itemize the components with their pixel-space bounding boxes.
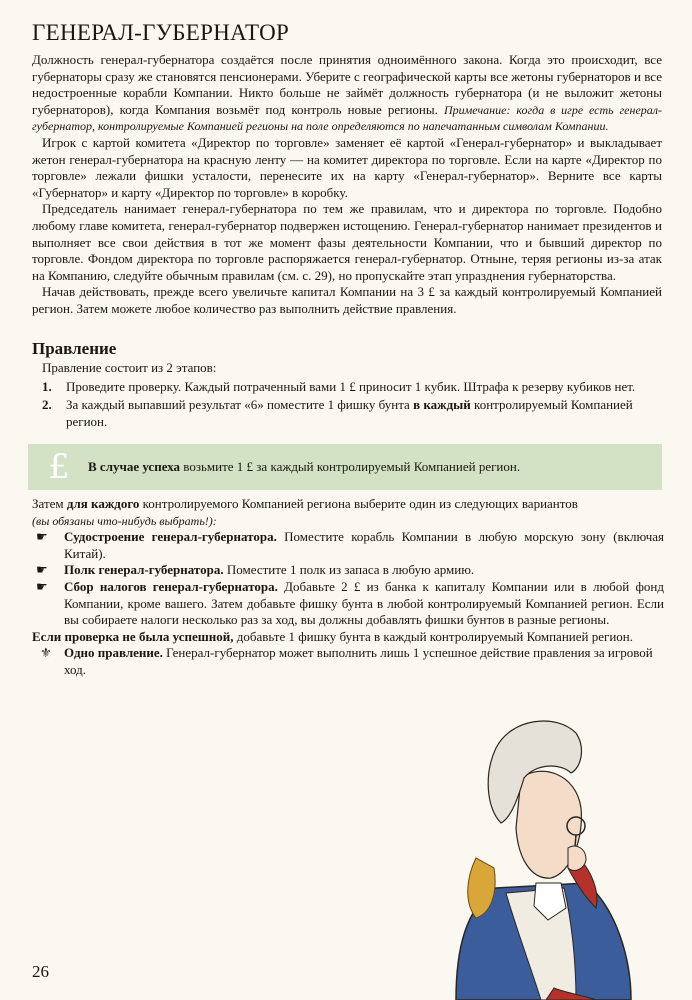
pointing-hand-icon: ☛ bbox=[36, 578, 48, 594]
step-item bbox=[32, 379, 664, 396]
option-title: Сбор налогов генерал-губернатора. bbox=[64, 578, 278, 594]
success-rest: возьмите 1 £ за каждый контролируемый Компанией регион. bbox=[180, 459, 521, 474]
section-heading: Правление bbox=[32, 339, 117, 358]
fleur-icon: ⚜ bbox=[40, 645, 52, 661]
step-text: Проведите проверку. Каждый потраченный вами 1 £ приносит 1 кубик. Штрафа к резерву кубиков нет. bbox=[66, 378, 636, 394]
steps-lead: Правление состоит из 2 этапов: bbox=[42, 360, 217, 375]
intro-note: Примечание: когда в игре есть генерал-губернатор, контролируемые Компанией регионы на поле определяются по напечатанным символам Компании. bbox=[32, 102, 662, 134]
step-item bbox=[32, 397, 664, 430]
fail-bold: Если проверка не была успешной, bbox=[32, 628, 234, 644]
options-lead-post: контролируемого Компанией региона выберите один из следующих вариантов bbox=[139, 496, 578, 511]
intro-text bbox=[32, 52, 662, 318]
step-text-bold: в каждый bbox=[413, 397, 471, 413]
fail-text: добавьте 1 фишку бунта в каждый контролируемый Компанией регион. bbox=[233, 628, 633, 644]
pound-icon: £ bbox=[48, 447, 70, 487]
option-title: Судостроение генерал-губернатора. bbox=[64, 529, 277, 545]
options-lead-pre: Затем bbox=[32, 496, 67, 511]
option-text: Добавьте 2 £ из банка к капиталу Компании или в любой фонд Компании, кроме вашего. Затем добавьте фишку бунта в любой контролируемый Компанией регион. Если вы собираете налоги несколько раз за ход, вы должны добавлять фишки бунтов в разные регионы. bbox=[64, 578, 664, 628]
options-lead-bold: для каждого bbox=[66, 496, 140, 511]
page-number: 26 bbox=[32, 962, 49, 981]
pointing-hand-icon: ☛ bbox=[36, 562, 48, 578]
success-text bbox=[88, 459, 520, 475]
option-item bbox=[32, 529, 664, 562]
one-governance-text: Генерал-губернатор может выполнить лишь 1 успешное действие правления за игровой ход. bbox=[64, 645, 653, 677]
intro-paragraph-1 bbox=[32, 52, 662, 135]
option-item bbox=[32, 562, 664, 579]
option-text: Поместите 1 полк из запаса в любую армию. bbox=[223, 562, 475, 578]
page-title: ГЕНЕРАЛ-ГУБЕРНАТОР bbox=[32, 20, 290, 45]
intro-paragraph-2: Игрок с картой комитета «Директор по торговле» заменяет её картой «Генерал-губернатор» и выкладывает жетон генерал-губернатора на красную ленту — на комитет директора по торговле. Если на карте «Директор по торговле» лежали фишки усталости, перенесите их на карту «Генерал-губернатор». Верните все карты «Губернатор» и карту «Директор по торговле» в коробку. bbox=[32, 134, 662, 200]
fail-paragraph bbox=[32, 629, 664, 646]
option-title: Полк генерал-губернатора. bbox=[64, 562, 224, 578]
options-lead bbox=[32, 496, 664, 513]
pointing-hand-icon: ☛ bbox=[36, 529, 48, 545]
option-item bbox=[32, 579, 664, 629]
steps-list bbox=[32, 379, 664, 431]
step-text-pre: За каждый выпавший результат «6» поместите 1 фишку бунта bbox=[66, 397, 414, 413]
step-number: 2. bbox=[42, 397, 52, 413]
governor-general-illustration bbox=[436, 708, 636, 1000]
options-note: (вы обязаны что-нибудь выбрать!): bbox=[32, 513, 217, 528]
step-number: 1. bbox=[42, 378, 52, 394]
success-callout bbox=[28, 444, 662, 490]
one-governance-rule bbox=[32, 645, 664, 678]
intro-p1-text: Должность генерал-губернатора создаётся после принятия одноимённого закона. Когда это происходит, все губернаторы сразу же становятся пенсионерами. Уберите с географической карты все жетоны губернаторов и все недостроенные корабли Компании. Никто больше не займёт должность губернатора (и не выложит жетоны губернаторов), когда Компания возьмёт под контроль новые регионы. bbox=[32, 52, 662, 117]
step-text-post: контролируемый Компанией регион. bbox=[66, 397, 633, 429]
one-governance-bold: Одно правление. bbox=[64, 645, 163, 661]
intro-paragraph-4: Начав действовать, прежде всего увеличьте капитал Компании на 3 £ за каждый контролируемый Компанией регион. Затем можете любое количество раз выполнить действие правления. bbox=[32, 284, 662, 316]
success-bold: В случае успеха bbox=[88, 459, 181, 474]
intro-paragraph-3: Председатель нанимает генерал-губернатора по тем же правилам, что и директора по торговле. Подобно любому главе комитета, генерал-губернатор подвержен истощению. Генерал-губернатор нанимает президентов и выполняет все свои действия в тот же момент фазы деятельности Компании, что и бывший директор по торговле. Фондом директора по торговле распоряжается генерал-губернатор. Отныне, теряя регионы из-за атак на Компанию, следуйте обычным правилам (см. с. 29), но пропускайте этап упразднения губернаторства. bbox=[32, 201, 662, 283]
options-block bbox=[32, 496, 664, 679]
steps-block bbox=[32, 360, 664, 432]
option-text: Поместите корабль Компании в любую морскую зону (включая Китай). bbox=[64, 529, 665, 561]
